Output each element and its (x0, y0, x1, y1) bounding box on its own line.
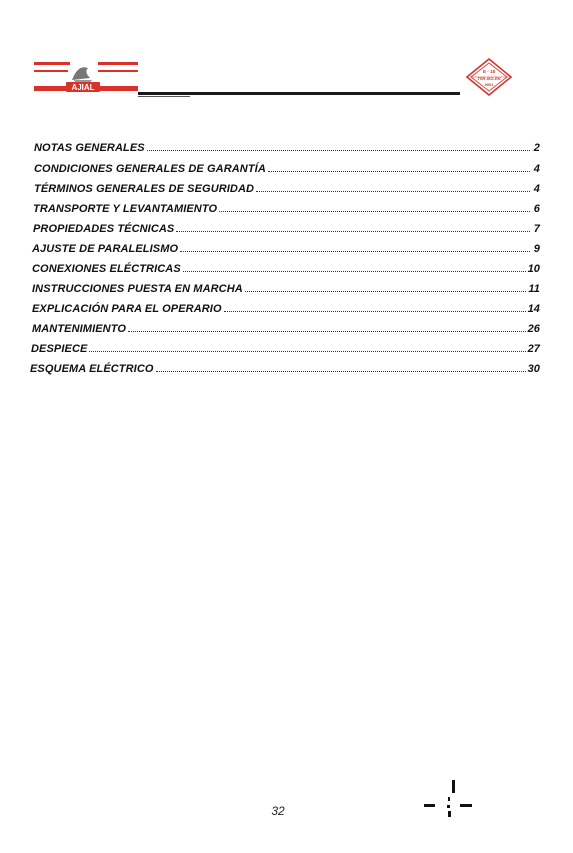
company-logo (34, 58, 138, 98)
toc-entry-title: CONDICIONES GENERALES DE GARANTÍA (34, 163, 266, 175)
toc-entry (33, 219, 540, 235)
dot-leader (180, 250, 530, 252)
toc-entry (30, 359, 540, 375)
toc-entry (33, 199, 540, 215)
toc-entry (32, 299, 540, 315)
toc-entry-title: MANTENIMIENTO (32, 323, 126, 335)
page-number: 32 (271, 804, 285, 818)
toc-entry-title: TRANSPORTE Y LEVANTAMIENTO (33, 203, 218, 215)
dot-leader (147, 149, 530, 151)
toc-entry-title: PROPIEDADES TÉCNICAS (33, 223, 175, 235)
toc-entry-page: 6 (533, 203, 540, 215)
toc-entry-title: AJUSTE DE PARALELISMO (32, 243, 179, 255)
dot-leader (176, 230, 530, 232)
toc-entry-page: 14 (527, 303, 540, 315)
dot-leader (256, 190, 530, 192)
toc-entry-page: 26 (527, 323, 540, 335)
registration-mark-icon (420, 778, 474, 824)
toc-entry-title: CONEXIONES ELÉCTRICAS (32, 263, 181, 275)
toc-entry-page: 30 (527, 363, 540, 375)
dot-leader (183, 270, 526, 272)
header-rule (138, 92, 460, 95)
dot-leader (268, 170, 530, 172)
toc-entry-page: 4 (533, 183, 540, 195)
toc-entry-title: TÉRMINOS GENERALES DE SEGURIDAD (34, 183, 255, 195)
toc-entry (32, 259, 540, 275)
toc-entry-page: 7 (533, 223, 540, 235)
toc-entry-page: 4 (533, 163, 540, 175)
logo-text: AJIAL (71, 83, 95, 92)
certification-seal (466, 58, 512, 96)
toc-entry (32, 279, 540, 295)
toc-entry-page: 27 (527, 343, 540, 355)
toc-entry (32, 319, 540, 335)
dot-leader (245, 290, 527, 292)
toc-entry-page: 10 (527, 263, 540, 275)
toc-entry-page: 11 (528, 283, 540, 295)
toc-entry-page: 9 (533, 243, 540, 255)
header-underline (138, 96, 190, 97)
seal-line-1: E - 18 (482, 69, 496, 74)
toc-entry (34, 179, 540, 195)
toc-entry-title: EXPLICACIÓN PARA EL OPERARIO (32, 303, 222, 315)
toc-entry-title: INSTRUCCIONES PUESTA EN MARCHA (32, 283, 243, 295)
dot-leader (224, 310, 526, 312)
toc-entry-title: ESQUEMA ELÉCTRICO (30, 363, 154, 375)
toc-entry-title: NOTAS GENERALES (34, 142, 145, 154)
seal-line-3: 9001 (484, 82, 494, 87)
toc-entry (31, 339, 540, 355)
seal-line-2: TSR-ISO-EN (477, 76, 501, 81)
toc-entry-title: DESPIECE (31, 343, 88, 355)
dot-leader (156, 370, 526, 372)
dot-leader (89, 350, 525, 352)
toc-entry (34, 138, 540, 154)
toc-entry (32, 239, 540, 255)
dot-leader (128, 330, 526, 332)
dot-leader (219, 210, 530, 212)
toc-entry-page: 2 (533, 142, 540, 154)
toc-entry (34, 159, 540, 175)
